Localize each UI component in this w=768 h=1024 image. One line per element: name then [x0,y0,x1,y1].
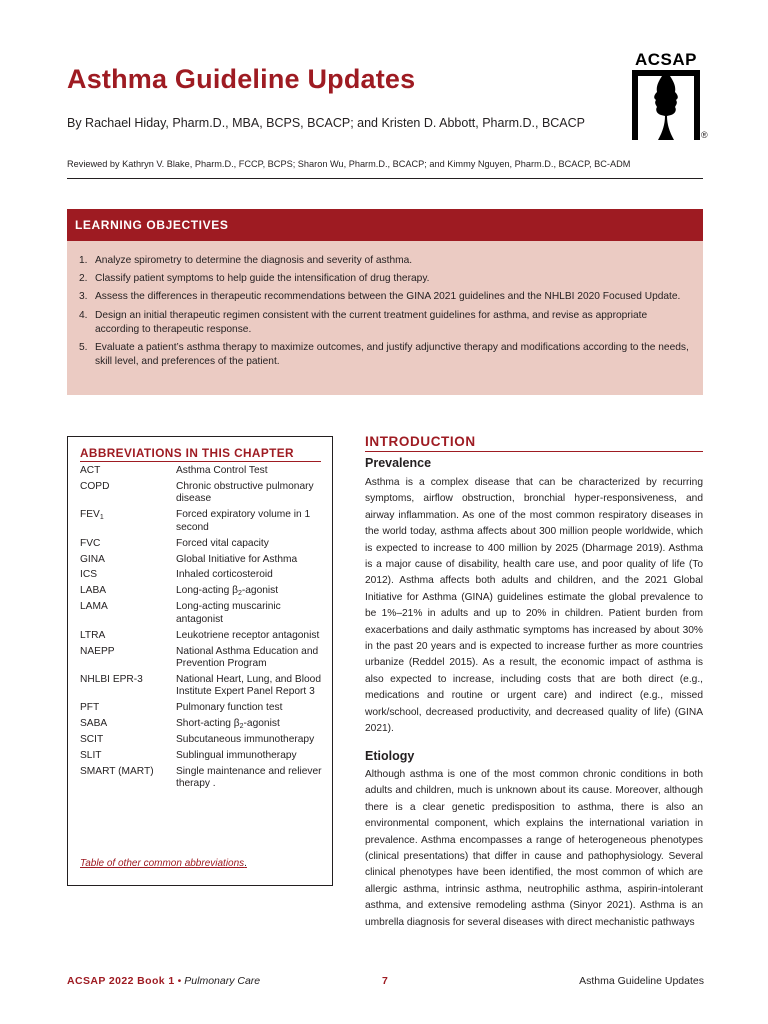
prevalence-heading: Prevalence [365,456,432,470]
abbr-row: ACT Asthma Control Test [80,465,268,476]
abbr-row: SLIT Sublingual immunotherapy [80,749,297,761]
abbreviations-table [80,465,324,794]
abbr-row: LAMA Long-acting muscarinic antagonist [80,601,281,625]
objectives-heading: LEARNING OBJECTIVES [75,218,229,232]
reviewers-line: Reviewed by Kathryn V. Blake, Pharm.D., FCCP, BCPS; Sharon Wu, Pharm.D., BCACP; and Kimmy Nguyen, Pharm.D., BCACP, BC-ADM [67,159,631,169]
objective-item: 4. Design an initial therapeutic regimen consistent with the current treatment guidelines for asthma, and revise as appropriate according to therapeutic response. [79,309,648,335]
abbreviations-box [67,436,333,886]
introduction-heading: INTRODUCTION [365,434,476,449]
header-divider [67,178,703,179]
other-abbreviations-link[interactable]: Table of other common abbreviations. [80,858,247,869]
footer-book: ACSAP 2022 Book 1 • Pulmonary Care [67,975,261,987]
introduction-rule [365,451,703,452]
logo-text: ACSAP [634,50,697,69]
etiology-heading: Etiology [365,749,415,763]
prevalence-paragraph: Asthma is a complex disease that can be characterized by recurring symptoms, airflow obstruction, bronchial hyper-responsiveness, and airway inflammation. As one of the most common respiratory diseases in the world today, asthma affects about 300 million people worldwide, which is expected to increase to 400 million by 2025 (Dharmage 2019). Asthma is a major cause of disability, health care use, and poor quality of life (To 2012). Asthma affects both adults and children, and the 2021 Global Initiative for Asthma (GINA) guidelines estimate the global prevalence to be 1%–21% in adults and up to 20% in children. Patient burden from exacerbations and daily asthmatic symptoms has increased by about 30% in the past 20 years and is expected to increase further as more countries urbanize (Reddel 2015). As a result, the economic impact of asthma is also expected to increase, including costs that are both direct (e.g., medications and routine or urgent care) and indirect (e.g., missed work/school, decreased productivity, and decreased quality of life) (GINA 2021). [365,477,703,735]
logo-faces-icon [632,70,700,140]
objectives-panel [67,241,703,395]
registered-mark: ® [701,130,708,140]
abbreviations-heading: ABBREVIATIONS IN THIS CHAPTER [80,446,294,460]
objective-item: 5. Evaluate a patient’s asthma therapy to maximize outcomes, and justify adjunctive therapy and modifications according to the needs, skill level, and preferences of the patient. [79,342,689,368]
abbr-row: SABA Short-acting $\beta_2$-agonist [80,718,280,731]
abbr-row: NAEPP National Asthma Education and Prevention Program [80,645,319,670]
abbreviations-rule [80,461,321,462]
objective-item: 3. Assess the differences in therapeutic recommendations between the GINA 2021 guidelines and the NHLBI 2020 Focused Update. [79,291,681,303]
abbr-row: PFT Pulmonary function test [80,702,283,714]
abbr-row: SCIT Subcutaneous immunotherapy [80,734,315,746]
authors-line: By Rachael Hiday, Pharm.D., MBA, BCPS, BCACP; and Kristen D. Abbott, Pharm.D., BCACP [67,116,586,130]
etiology-paragraph: Although asthma is one of the most common chronic conditions in both adults and children, much is unknown about its cause. Moreover, although there is a clear genetic predisposition to asthma, there is also an environmental component, which explains the international variation in prevalence. Asthma encompasses a range of heterogeneous phenotypes (clinical presentations) that differ in cause and pathophysiology. Several clinical phenotypes have been identified, the most common of which are allergic asthma, intrinsic asthma, neutrophilic asthma, aspirin-intolerant asthma, and extensive remodeling asthma (Sinyor 2021). Asthma is an umbrella diagnosis for several diseases with direct mechanistic pathways [365,769,703,928]
abbr-row: LTRA Leukotriene receptor antagonist [80,629,320,641]
abbr-row: $FEV_1$ Forced expiratory volume in 1 second [80,509,311,533]
page-title: Asthma Guideline Updates [67,64,416,94]
abbr-row: SMART (MART) Single maintenance and reliever therapy . [80,765,322,790]
abbr-row: NHLBI EPR-3 National Heart, Lung, and Blood Institute Expert Panel Report 3 [80,673,321,698]
objective-item: 2. Classify patient symptoms to help guide the intensification of drug therapy. [79,273,430,285]
page-number: 7 [382,975,388,987]
abbr-row: ICS Inhaled corticosteroid [80,569,273,581]
acsap-logo [630,50,708,142]
abbr-row: LABA Long-acting $\beta_2$-agonist [80,585,279,598]
objectives-list [79,254,693,373]
abbr-row: COPD Chronic obstructive pulmonary disease [80,480,314,505]
objectives-header [67,209,703,241]
footer-chapter: Asthma Guideline Updates [579,975,704,987]
abbr-row: FVC Forced vital capacity [80,537,269,549]
abbr-row: GINA Global Initiative for Asthma [80,553,298,565]
objective-item: 1. Analyze spirometry to determine the diagnosis and severity of asthma. [79,255,413,266]
